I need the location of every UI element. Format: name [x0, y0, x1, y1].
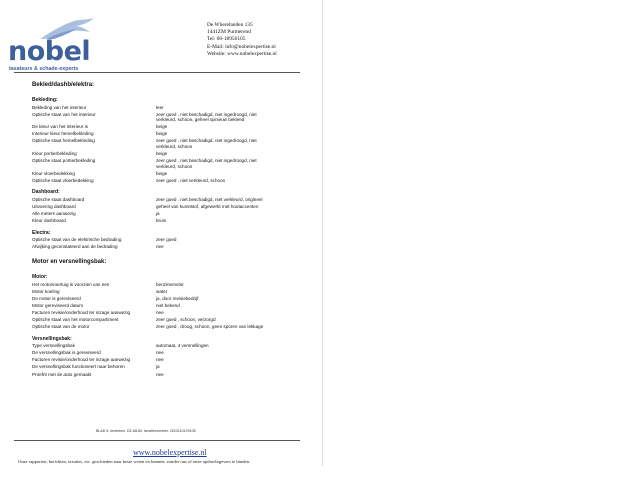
report-content — [32, 81, 302, 377]
row-value: beige — [156, 131, 168, 137]
address-phone: Tel: 06-18956105 — [207, 36, 246, 43]
row-label: Optische staat van de elektrische bedrading — [32, 237, 122, 243]
row-label: Facturen revisie/onderhoud ter inzage aanwezig — [32, 309, 131, 315]
disclaimer-text: Onze rapporten, berichten, taxaties, etc. geschieden naar beste weten en kunnen, zonder ons of onze opdrachtgevers te binden. — [18, 459, 251, 464]
header-divider — [14, 72, 300, 73]
row-value: niet bekend — [156, 302, 180, 308]
row-value: benzinemotor — [156, 281, 184, 287]
logo-tagline: taxateurs & schade-experts — [9, 66, 79, 72]
row-label: Kleur vloerbedekking — [32, 170, 75, 176]
row-value: ja — [156, 364, 160, 370]
row-value: beige — [156, 151, 168, 157]
row-value: beige — [156, 170, 168, 176]
page-edge — [322, 0, 323, 466]
row-value: ja, door revisiebedrijf — [156, 295, 199, 301]
table-row — [32, 317, 302, 323]
row-value: zeer goed , niet beschadigd, niet verkleurd, origineel — [156, 196, 263, 202]
row-label: Optische staat van het interieur — [32, 111, 96, 117]
row-value: automaat, 4 versnellingen — [156, 343, 209, 349]
address-street: De Wherelanden 135 — [207, 22, 253, 28]
table-row — [32, 211, 302, 217]
row-label: Interieur kleur hemelbekleding — [32, 131, 94, 137]
row-label: De kleur van het interieur is — [32, 124, 88, 130]
table-row — [32, 372, 302, 378]
row-label: Bekleding van het interieur — [32, 104, 87, 110]
group-title: Bekleding: — [32, 97, 58, 103]
row-value: nee — [156, 371, 164, 377]
address-email: E-Mail: info@nobelexpertise.nl — [207, 43, 276, 50]
logo-wordmark: nobel — [8, 36, 91, 67]
group-title: Dashboard: — [32, 189, 60, 196]
table-row — [32, 138, 302, 149]
row-value: leer — [156, 104, 164, 110]
row-value: zeer goed , niet beschadigd, niet ingedroogd, niet verkleurd, schoon — [156, 138, 257, 149]
row-label: Het motorvoertuig is voorzien van een — [32, 281, 110, 287]
row-label: Optische staat hemelbekleding — [32, 138, 95, 144]
table-row — [32, 131, 302, 137]
row-value: zeer goed , niet beschadigd, niet ingedroogd, niet verkleurd, schoon — [156, 158, 257, 169]
group-title: Versnellingsbak: — [32, 335, 72, 342]
row-label: De motor is gereviseerd — [32, 295, 81, 301]
section-title: Motor en versnellingsbak: — [32, 258, 107, 265]
row-label: Afwijking geconstateerd aan de bedrading — [32, 244, 118, 250]
table-row — [32, 105, 302, 111]
row-value: ja — [156, 211, 160, 217]
table-row — [32, 244, 302, 250]
footer-divider — [14, 440, 300, 441]
row-label: Kleur portierbekleding — [32, 151, 77, 157]
table-row — [32, 204, 302, 210]
section-title: Bekled/dashb/elektra: — [32, 82, 95, 88]
row-label: De versnellingsbak functioneert naar behoren — [32, 364, 125, 370]
table-row — [32, 343, 302, 349]
row-label: Optische staat van het motorcompartiment — [32, 316, 119, 322]
row-value: zeer goed — [156, 237, 177, 243]
row-label: Optische staat van de motor — [32, 324, 90, 330]
row-value: zeer goed , niet beschadigd, niet ingedroogd, niet verkleurd, schoon, geheel opnieuw bekleed — [156, 111, 257, 123]
website-link[interactable]: www.nobelexpertise.nl — [133, 448, 207, 457]
row-label: Facturen revisie/onderhoud ter inzage aanwezig — [32, 357, 131, 363]
table-row — [32, 112, 302, 123]
row-value: nee — [156, 350, 164, 356]
table-row — [32, 357, 302, 363]
table-row — [32, 218, 302, 224]
table-row — [32, 282, 302, 288]
table-row — [32, 324, 302, 330]
table-row — [32, 296, 302, 302]
row-value: nee — [156, 357, 164, 363]
group-title: Motor: — [32, 273, 48, 280]
row-value: bruin — [156, 218, 167, 224]
row-label: Type versnellingsbak — [32, 343, 75, 349]
row-value: zeer goed , schoon, verzorgd — [156, 316, 216, 322]
table-row — [32, 350, 302, 356]
table-row — [32, 171, 302, 177]
row-label: Alle meters aanwezig — [32, 211, 76, 217]
row-label: Optische staat vloerbedekking — [32, 177, 94, 183]
table-row — [32, 303, 302, 309]
table-row — [32, 197, 302, 203]
address-city: 1441ZM Purmerend — [207, 29, 251, 36]
row-label: Kleur dashboard — [32, 218, 66, 224]
row-label: Uitvoering dashboard — [32, 204, 76, 210]
table-row — [32, 178, 302, 184]
row-value: nee — [156, 244, 164, 250]
row-label: Motor koeling — [32, 288, 60, 294]
table-row — [32, 310, 302, 316]
table-row — [32, 237, 302, 243]
row-label: De versnellingsbak is gereviseerd — [32, 350, 101, 356]
row-label: Optische staat dashboard — [32, 196, 85, 202]
row-value: nee — [156, 309, 164, 315]
row-label: Optische staat portierbekleding — [32, 158, 96, 164]
row-value: water — [156, 288, 168, 294]
table-row — [32, 124, 302, 130]
group-title: Electra: — [32, 229, 51, 236]
row-label: Proefrit met de auto gemaakt — [32, 371, 92, 377]
table-row — [32, 158, 302, 169]
table-row — [32, 151, 302, 157]
nobel-logo — [8, 17, 118, 72]
row-value: zeer goed , droog, schoon, geen sporen van lekkage — [156, 324, 264, 330]
row-label: Motor gereviseerd datum — [32, 302, 84, 308]
address-website: Website: www.nobelexpertise.nl — [207, 50, 277, 57]
row-value: geheel van kunststof, afgewerkt met houtaccenten — [156, 204, 259, 210]
row-value: zeer goed , niet verkleurd, schoon — [156, 177, 226, 183]
row-value: beige — [156, 124, 168, 130]
company-address — [207, 22, 277, 58]
table-row — [32, 289, 302, 295]
page-meta: BLAD 6, kenteken: DZ-68-60, taxatienummer: 2023110129105 — [96, 429, 196, 433]
table-row — [32, 364, 302, 370]
